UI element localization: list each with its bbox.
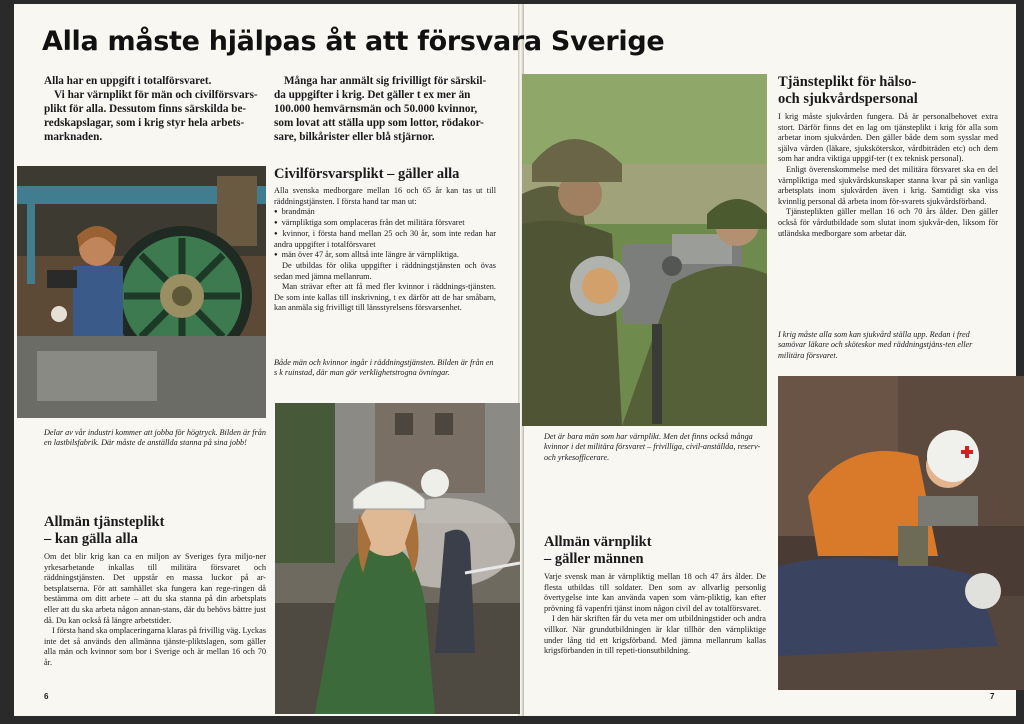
caption-factory: Delar av vår industri kommer att jobba för högtryck. Bilden är från en lastbilsfabrik. Där måste de anställda stanna på sina jobb! (44, 428, 266, 448)
rescue-worker-photo (275, 403, 520, 714)
intro-line-2: Vi har värnplikt för män och civilförsvars-plikt för alla. Dessutom finns särskilda be-redskapslagar, som i krig styr hela arbets-marknaden. (44, 89, 258, 143)
intro-lede (44, 74, 266, 144)
conscription-paragraph-2: I den här skriften får du veta mer om utbildningstider och andra villkor. När grundutbildningen är klar tillhör den värnpliktige under lång tid ett krigsförband. Med jämna mellanrum kallas krigsförbanden in till repeti-tionsutbildning. (544, 614, 766, 656)
civil-list-item: ● män över 47 år, som alltså inte längre är värnpliktiga. (274, 250, 496, 261)
civil-intro: Alla svenska medborgare mellan 16 och 65 år kan tas ut till räddningstjänsten. I första hand tar man ut: (274, 186, 496, 206)
civil-list-item: ● värnpliktiga som omplaceras från det militära försvaret (274, 218, 496, 229)
health-paragraph-1: I krig måste sjukvården fungera. Då är personalbehovet extra stort. Därför finns det en lag om tjänsteplikt i krig för alla som arbetar inom sjukvården. Den gäller både dem som sysslar med själva vården (läkare, sjuksköterskor, vårdbiträden etc) och dem som har andra viktiga uppgif-ter (t ex teknisk personal). (778, 112, 998, 164)
caption-rescue: Både män och kvinnor ingår i räddningstjänsten. Bilden är från en s k ruinstad, där man gör verklighetstrogna övningar. (274, 358, 494, 378)
volunteers-lede: Många har anmält sig frivilligt för särskil-da uppgifter i krig. Det gäller t ex mer än 100.000 hemvärnsmän och 50.000 kvinnor, som lovat att ställa upp som lottor, rödakor-sare, bilkårister eller blå stjärnor. (274, 75, 487, 143)
health-heading-line-2: och sjukvårdspersonal (778, 91, 918, 107)
health-paragraph-3: Tjänsteplikten gäller mellan 16 och 70 års ålder. Den gäller också för vårdutbildade som slutat inom sjukvår-den, liksom för utländska medborgare som arbetar där. (778, 207, 998, 238)
service-body (44, 552, 266, 669)
caption-soldiers: Det är bara män som har värnplikt. Men det finns också många kvinnor i det militära försvaret – frivilliga, civil-anställda, reserv- och yrkesofficerare. (544, 432, 761, 462)
headline: Alla måste hjälpas åt att försvara Sverige (42, 26, 665, 57)
civil-body (274, 186, 496, 314)
service-heading-line-2: – kan gälla alla (44, 531, 138, 547)
medic-patient-photo (778, 376, 1024, 690)
conscription-body (544, 572, 766, 657)
service-heading-line-1: Allmän tjänsteplikt (44, 514, 165, 530)
civil-paragraph-3: Man strävar efter att få med fler kvinnor i räddnings-tjänsten. De som inte kallas till inskrivning, t ex därför att de har småbarn, kan anmäla sig frivilligt till länsstyrelsens försvarsenhet. (274, 282, 496, 313)
conscription-heading-line-2: – gäller männen (544, 551, 644, 567)
civil-list-item: ● brandmän (274, 207, 496, 218)
conscription-heading (544, 534, 766, 568)
service-paragraph-2: I första hand ska omplaceringarna klaras på frivillig väg. Lyckas inte det så används den allmänna tjänste-pliktslagen, som gäller alla män och kvinnor som bor i Sverige och är mellan 16 och 70 år. (44, 626, 266, 667)
caption-medic: I krig måste alla som kan sjukvård ställa upp. Redan i fred samövar läkare och sköteskor med räddningstjäns-ten eller militära försvaret. (778, 330, 973, 360)
civil-paragraph-2: De utbildas för olika uppgifter i räddningstjänsten och övas sedan med jämna mellanrum. (274, 260, 496, 281)
factory-worker-photo (17, 166, 266, 418)
conscription-paragraph-1: Varje svensk man är värnpliktig mellan 18 och 47 års ålder. De flesta utbildas till soldater. Den som av allvarlig personlig övertygelse inte kan använda vapen som värn-pliktig, kan efter prövning få vapenfri tjänst inom någon civil del av totalförsvaret. (544, 572, 766, 613)
page-number-left: 6 (44, 692, 49, 701)
service-heading (44, 514, 266, 548)
conscription-heading-line-1: Allmän värnplikt (544, 534, 652, 550)
health-paragraph-2: Enligt överenskommelse med det militära försvaret ska en del värnpliktiga med sjukvårdskunskaper stanna kvar på sin vanliga arbetsplats inom sjukvården även i krig. Samtidigt ska viss kvinnlig personal då arbeta inom för-svarets sjukvårdsförband. (778, 164, 998, 206)
civil-list (274, 207, 496, 261)
health-heading-line-1: Tjänsteplikt för hälso- (778, 74, 917, 90)
page-number-right: 7 (990, 692, 995, 701)
health-body (778, 112, 998, 239)
soldiers-optics-photo (522, 74, 767, 426)
service-paragraph-1: Om det blir krig kan ca en miljon av Sveriges fyra miljo-ner yrkesarbetande inkallas till militära försvaret och räddningstjänsten. Det uppstår en massa luckor på ar-betsplatserna. För att samhället ska fungera kan rege-ringen då bestämma om ditt arbete – att du ska stanna på din arbetsplats eller att du ska arbeta någon annan-stans, där du behövs bättre just då. Du kan också få längre arbetstider. (44, 552, 266, 625)
civil-list-item: ● kvinnor, i första hand mellan 25 och 30 år, som inte redan har andra uppgifter i totalförsvaret (274, 229, 496, 250)
civil-heading: Civilförsvarsplikt – gäller alla (274, 166, 460, 182)
health-heading (778, 74, 1006, 108)
intro-line-1: Alla har en uppgift i totalförsvaret. (44, 75, 212, 87)
